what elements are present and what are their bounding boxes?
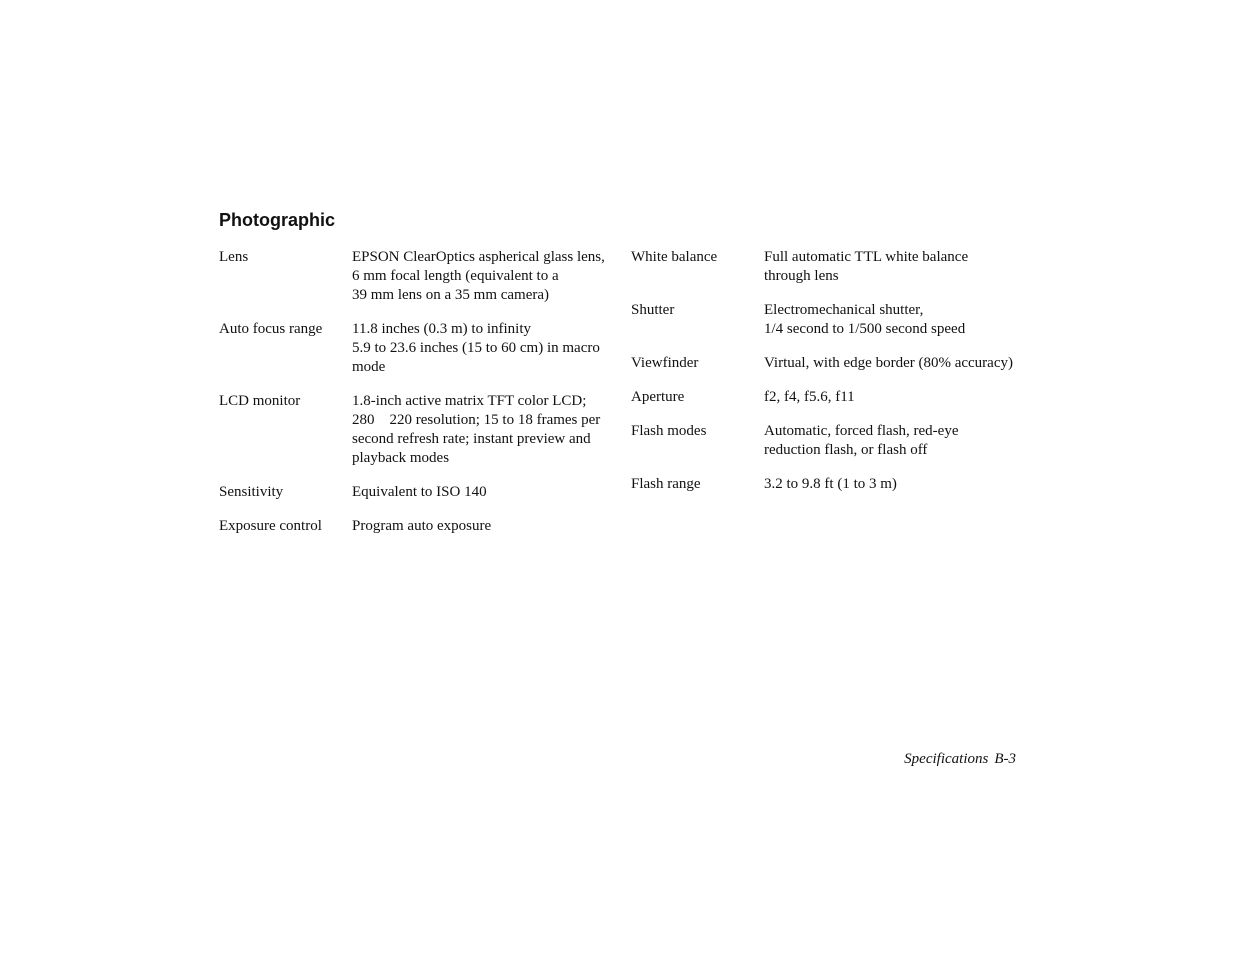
spec-value-line: mode — [352, 359, 386, 375]
spec-row-lcd-monitor — [219, 392, 619, 468]
footer-page-number: B-3 — [994, 751, 1016, 767]
spec-value — [764, 388, 1031, 407]
page-footer — [904, 750, 1016, 769]
spec-value-line: through lens — [764, 268, 839, 284]
spec-value — [764, 475, 1031, 494]
spec-row-white-balance — [631, 248, 1031, 286]
spec-value-line: 1/4 second to 1/500 second speed — [764, 321, 966, 337]
spec-value-line: Equivalent to ISO 140 — [352, 484, 487, 500]
spec-row-viewfinder — [631, 354, 1031, 373]
spec-value-line: Automatic, forced flash, red-eye — [764, 423, 959, 439]
spec-value-line: Program auto exposure — [352, 518, 492, 534]
spec-row-flash-range — [631, 475, 1031, 494]
spec-value — [352, 248, 619, 305]
spec-value-line: Electromechanical shutter, — [764, 302, 924, 318]
spec-value-line: 39 mm lens on a 35 mm camera) — [352, 287, 550, 303]
spec-value — [764, 354, 1031, 373]
spec-label: LCD monitor — [219, 393, 301, 409]
spec-row-shutter — [631, 301, 1031, 339]
spec-value-line: 11.8 inches (0.3 m) to infinity — [352, 321, 532, 337]
spec-row-aperture — [631, 388, 1031, 407]
spec-value-line: 6 mm focal length (equivalent to a — [352, 268, 559, 284]
spec-column-right — [631, 248, 1031, 509]
spec-row-lens — [219, 248, 619, 305]
spec-column-left — [219, 248, 619, 551]
spec-value-line: 280 220 resolution; 15 to 18 frames per — [352, 412, 601, 428]
spec-value — [352, 483, 619, 502]
spec-label: White balance — [631, 249, 718, 265]
spec-value-line: second refresh rate; instant preview and — [352, 431, 591, 447]
spec-label: Sensitivity — [219, 484, 284, 500]
spec-value-line: reduction flash, or flash off — [764, 442, 928, 458]
spec-label: Flash range — [631, 476, 701, 492]
spec-value — [352, 392, 619, 468]
spec-value-line: 5.9 to 23.6 inches (15 to 60 cm) in macro — [352, 340, 600, 356]
spec-value-line: f2, f4, f5.6, f11 — [764, 389, 855, 405]
spec-value-line: 3.2 to 9.8 ft (1 to 3 m) — [764, 476, 897, 492]
spec-value — [764, 422, 1031, 460]
footer-section-name: Specifications — [904, 751, 989, 767]
spec-value-line: EPSON ClearOptics aspherical glass lens, — [352, 249, 605, 265]
spec-row-auto-focus-range — [219, 320, 619, 377]
spec-label: Aperture — [631, 389, 685, 405]
spec-value-line: Full automatic TTL white balance — [764, 249, 969, 265]
spec-value — [764, 248, 1031, 286]
section-title: Photographic — [219, 210, 335, 230]
spec-label: Viewfinder — [631, 355, 699, 371]
spec-value — [352, 320, 619, 377]
spec-value-line: playback modes — [352, 450, 450, 466]
spec-value — [352, 517, 619, 536]
spec-label: Flash modes — [631, 423, 707, 439]
spec-row-exposure-control — [219, 517, 619, 536]
spec-row-sensitivity — [219, 483, 619, 502]
spec-label: Exposure control — [219, 518, 322, 534]
spec-label: Shutter — [631, 302, 675, 318]
spec-label: Auto focus range — [219, 321, 323, 337]
spec-value-line: Virtual, with edge border (80% accuracy) — [764, 355, 1013, 371]
spec-value — [764, 301, 1031, 339]
spec-row-flash-modes — [631, 422, 1031, 460]
spec-value-line: 1.8-inch active matrix TFT color LCD; — [352, 393, 587, 409]
spec-label: Lens — [219, 249, 249, 265]
